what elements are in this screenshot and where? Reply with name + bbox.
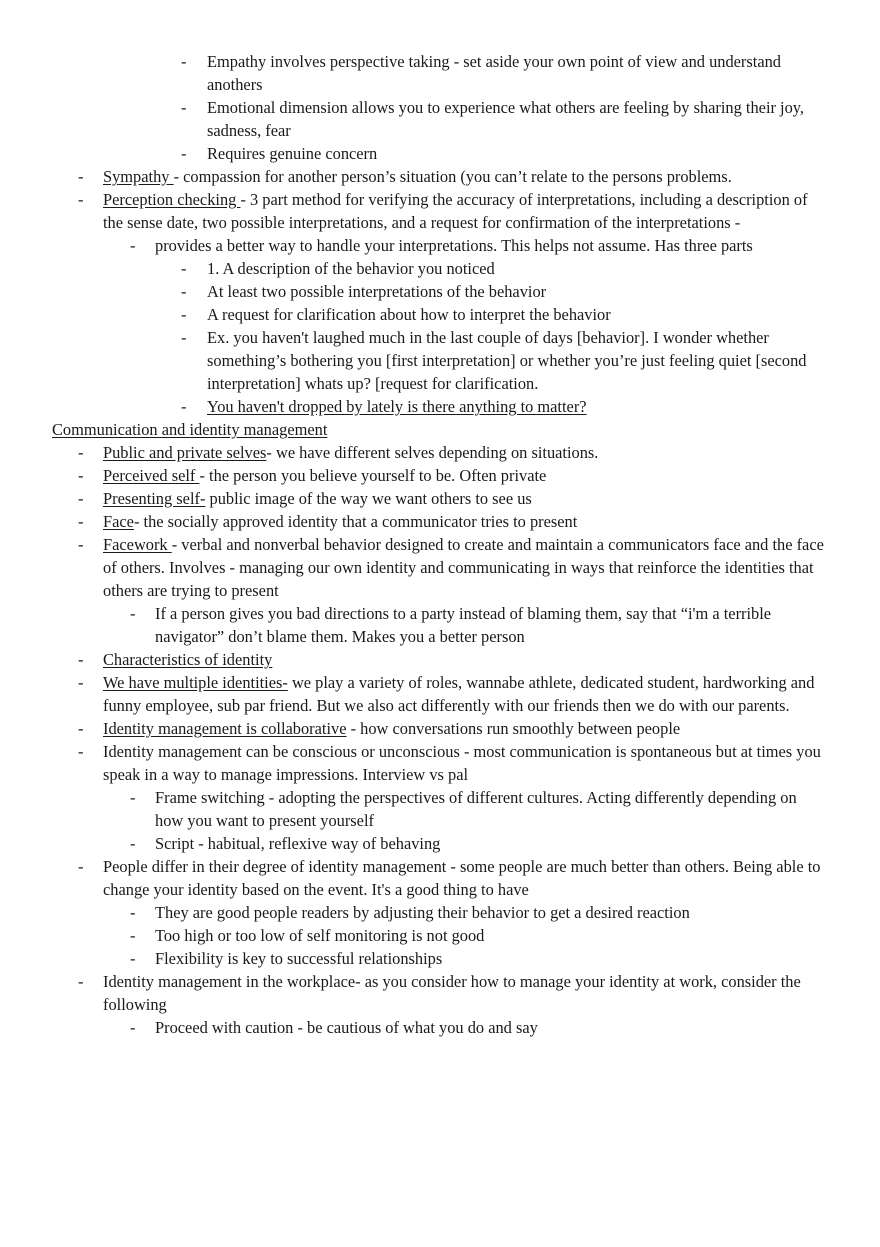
list-item xyxy=(0,96,880,142)
item-text xyxy=(52,418,880,441)
bullet-dash: - xyxy=(181,144,187,163)
item-body: Ex. you haven't laughed much in the last couple of days [behavior]. I wonder whether something’s bothering you [first interpretation] or whether you’re just feeling quiet [second interpretation] whats up? [request for clarification. xyxy=(207,328,807,393)
item-text xyxy=(103,717,828,740)
list-item xyxy=(0,280,880,303)
item-body: Empathy involves perspective taking - set aside your own point of view and understand anothers xyxy=(207,52,781,94)
item-body: Emotional dimension allows you to experience what others are feeling by sharing their joy, sadness, fear xyxy=(207,98,805,140)
item-body: Requires genuine concern xyxy=(207,144,378,163)
list-item xyxy=(0,602,880,648)
bullet-dash: - xyxy=(78,443,84,462)
list-item xyxy=(0,165,880,188)
item-body: - the person you believe yourself to be. Often private xyxy=(199,466,547,485)
item-text xyxy=(103,740,828,786)
bullet-dash: - xyxy=(130,903,136,922)
item-text xyxy=(207,50,820,96)
item-text xyxy=(207,96,820,142)
bullet-dash: - xyxy=(181,52,187,71)
item-body: - compassion for another person’s situation (you can’t relate to the persons problems. xyxy=(173,167,732,186)
underlined-term: You haven't dropped by lately is there anything to matter? xyxy=(207,397,587,416)
item-body: 1. A description of the behavior you noticed xyxy=(207,259,495,278)
list-item xyxy=(0,970,880,1016)
bullet-dash: - xyxy=(181,98,187,117)
list-item xyxy=(0,50,880,96)
item-body: provides a better way to handle your interpretations. This helps not assume. Has three parts xyxy=(155,236,753,255)
item-body: public image of the way we want others to see us xyxy=(205,489,532,508)
item-body: People differ in their degree of identity management - some people are much better than others. Being able to change your identity based on the event. It's a good thing to have xyxy=(103,857,821,899)
list-item xyxy=(0,947,880,970)
item-text xyxy=(155,832,820,855)
item-text xyxy=(207,326,820,395)
list-item xyxy=(0,901,880,924)
item-body: At least two possible interpretations of the behavior xyxy=(207,282,547,301)
underlined-term: We have multiple identities- xyxy=(103,673,288,692)
item-body: Identity management can be conscious or unconscious - most communication is spontaneous but at times you speak in a way to manage impressions. Interview vs pal xyxy=(103,742,821,784)
item-text xyxy=(103,441,828,464)
bullet-dash: - xyxy=(78,167,84,186)
underlined-term: Identity management is collaborative xyxy=(103,719,347,738)
item-body: If a person gives you bad directions to a party instead of blaming them, say that “i'm a terrible navigator” don’t blame them. Makes you a better person xyxy=(155,604,772,646)
item-text xyxy=(155,901,820,924)
list-item xyxy=(0,142,880,165)
bullet-dash: - xyxy=(78,972,84,991)
item-text xyxy=(155,786,820,832)
underlined-term: Perceived self xyxy=(103,466,200,485)
underlined-term: Communication and identity management xyxy=(52,420,328,439)
item-body: - how conversations run smoothly between people xyxy=(346,719,681,738)
section-heading xyxy=(0,418,880,441)
item-body: They are good people readers by adjusting their behavior to get a desired reaction xyxy=(155,903,690,922)
item-body: - verbal and nonverbal behavior designed to create and maintain a communicators face and the face of others. Involves - managing our own identity and communicating in ways that reinforce the identities that others are trying to present xyxy=(103,535,824,600)
list-item xyxy=(0,234,880,257)
bullet-dash: - xyxy=(78,512,84,531)
item-text xyxy=(103,648,828,671)
bullet-dash: - xyxy=(78,857,84,876)
item-body: Proceed with caution - be cautious of what you do and say xyxy=(155,1018,538,1037)
item-text xyxy=(103,533,828,602)
bullet-dash: - xyxy=(78,719,84,738)
document-page xyxy=(0,50,880,1039)
underlined-term: Public and private selves xyxy=(103,443,267,462)
item-body: Flexibility is key to successful relationships xyxy=(155,949,443,968)
list-item xyxy=(0,924,880,947)
item-body: - the socially approved identity that a communicator tries to present xyxy=(133,512,578,531)
bullet-dash: - xyxy=(181,397,187,416)
underlined-term: Perception checking xyxy=(103,190,241,209)
item-text xyxy=(103,464,828,487)
item-text xyxy=(155,1016,820,1039)
item-text xyxy=(103,487,828,510)
list-item xyxy=(0,464,880,487)
item-body: Identity management in the workplace- as you consider how to manage your identity at work, consider the following xyxy=(103,972,801,1014)
bullet-dash: - xyxy=(130,949,136,968)
item-body: - we have different selves depending on situations. xyxy=(266,443,599,462)
item-body: A request for clarification about how to interpret the behavior xyxy=(207,305,611,324)
item-body: Script - habitual, reflexive way of behaving xyxy=(155,834,441,853)
list-item xyxy=(0,303,880,326)
list-item xyxy=(0,740,880,786)
underlined-term: Sympathy xyxy=(103,167,174,186)
bullet-dash: - xyxy=(130,788,136,807)
item-text xyxy=(155,924,820,947)
item-body: - 3 part method for verifying the accuracy of interpretations, including a description of the sense date, two possible interpretations, and a request for confirmation of the interpretations - xyxy=(103,190,808,232)
item-text xyxy=(103,855,828,901)
item-text xyxy=(207,257,820,280)
item-text xyxy=(155,602,820,648)
list-item xyxy=(0,257,880,280)
item-body: Too high or too low of self monitoring is not good xyxy=(155,926,485,945)
list-item xyxy=(0,188,880,234)
item-text xyxy=(207,280,820,303)
item-text xyxy=(103,188,828,234)
bullet-dash: - xyxy=(78,190,84,209)
bullet-dash: - xyxy=(181,305,187,324)
item-text xyxy=(103,671,828,717)
list-item xyxy=(0,487,880,510)
list-item xyxy=(0,832,880,855)
item-body: we play a variety of roles, wannabe athlete, dedicated student, hardworking and funny employee, sub par friend. But we also act differently with our friends then we do with our parents. xyxy=(103,673,815,715)
bullet-dash: - xyxy=(181,282,187,301)
underlined-term: Facework xyxy=(103,535,172,554)
bullet-dash: - xyxy=(78,489,84,508)
item-text xyxy=(207,303,820,326)
list-item xyxy=(0,510,880,533)
list-item xyxy=(0,671,880,717)
list-item xyxy=(0,786,880,832)
list-item xyxy=(0,533,880,602)
bullet-dash: - xyxy=(78,650,84,669)
list-item xyxy=(0,1016,880,1039)
underlined-term: Presenting self- xyxy=(103,489,206,508)
item-text xyxy=(103,970,828,1016)
bullet-dash: - xyxy=(78,466,84,485)
bullet-dash: - xyxy=(78,535,84,554)
bullet-dash: - xyxy=(181,328,187,347)
bullet-dash: - xyxy=(130,604,136,623)
underlined-term: Characteristics of identity xyxy=(103,650,273,669)
item-text xyxy=(207,395,820,418)
bullet-dash: - xyxy=(78,742,84,761)
bullet-dash: - xyxy=(130,236,136,255)
item-body: Frame switching - adopting the perspectives of different cultures. Acting differently depending on how you want to present yourself xyxy=(155,788,797,830)
list-item xyxy=(0,326,880,395)
item-text xyxy=(155,234,820,257)
bullet-dash: - xyxy=(181,259,187,278)
list-item xyxy=(0,855,880,901)
list-item xyxy=(0,717,880,740)
bullet-dash: - xyxy=(78,673,84,692)
underlined-term: Face xyxy=(103,512,134,531)
list-item xyxy=(0,441,880,464)
item-text xyxy=(155,947,820,970)
bullet-dash: - xyxy=(130,834,136,853)
item-text xyxy=(103,510,828,533)
bullet-dash: - xyxy=(130,926,136,945)
list-item xyxy=(0,648,880,671)
item-text xyxy=(103,165,828,188)
bullet-dash: - xyxy=(130,1018,136,1037)
list-item xyxy=(0,395,880,418)
item-text xyxy=(207,142,820,165)
